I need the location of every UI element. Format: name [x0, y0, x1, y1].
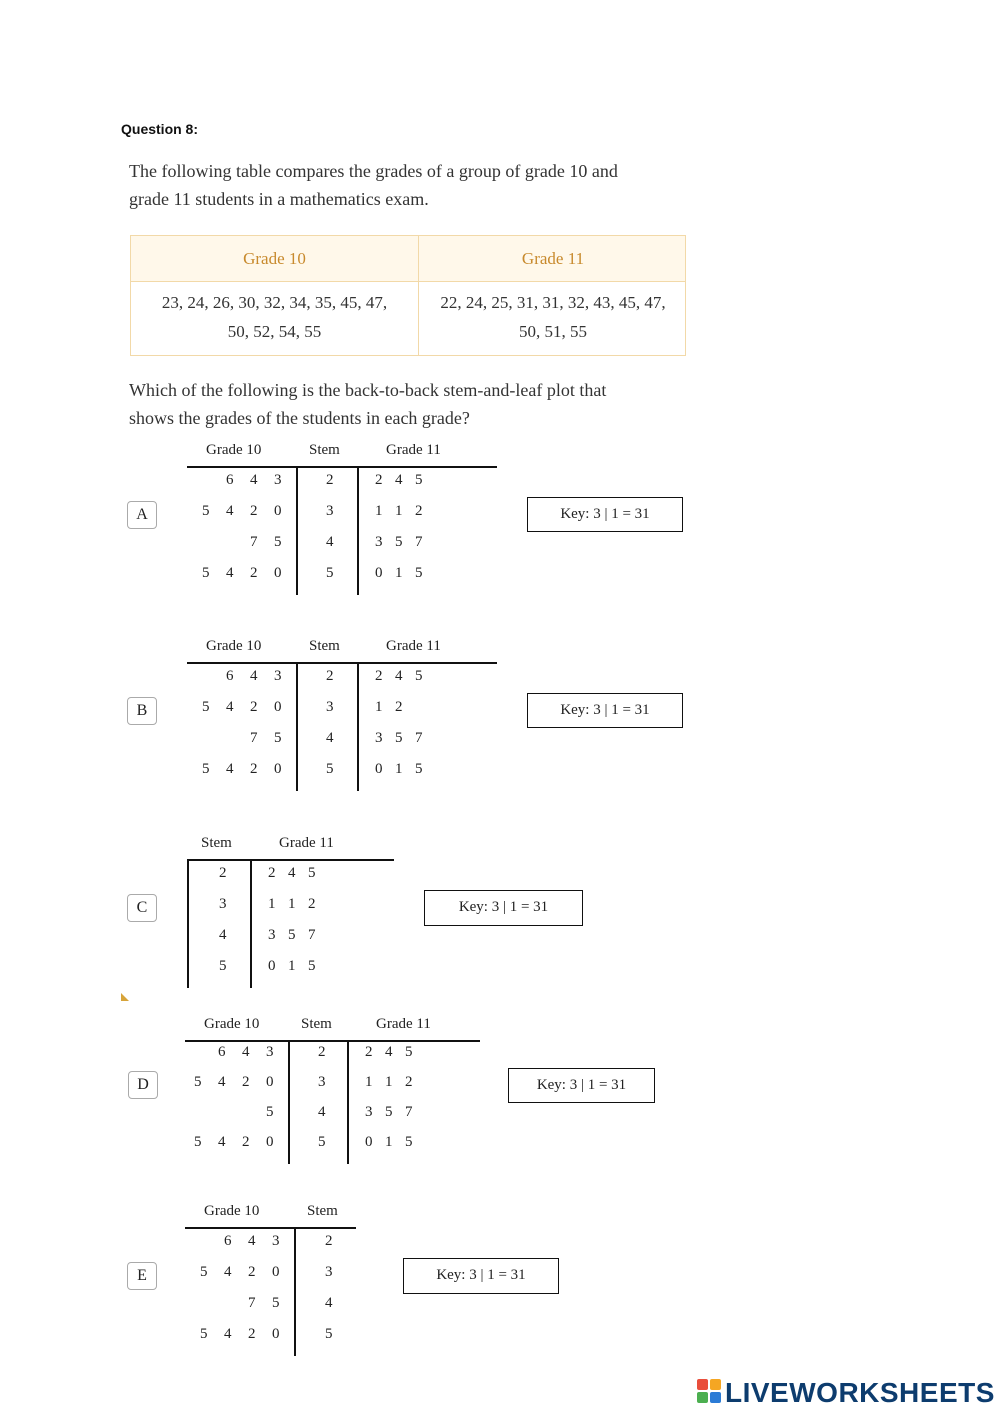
leaf-grade-10: 2 — [250, 699, 258, 715]
stem-value: 5 — [326, 565, 334, 581]
leaf-grade-11: 5 — [415, 472, 423, 488]
leaf-grade-11: 2 — [415, 503, 423, 519]
leaf-grade-10: 0 — [266, 1074, 274, 1090]
leaf-grade-10: 2 — [248, 1326, 256, 1342]
leaf-grade-11: 0 — [268, 958, 276, 974]
question-label: Question 8: — [121, 121, 199, 137]
stem-value: 2 — [326, 668, 334, 684]
intro-line-1: The following table compares the grades of a group of grade 10 and — [129, 161, 618, 181]
leaf-grade-11: 1 — [395, 565, 403, 581]
leaf-grade-11: 5 — [405, 1134, 413, 1150]
leaf-grade-10: 4 — [218, 1074, 226, 1090]
leaf-grade-10: 5 — [274, 730, 282, 746]
leaf-grade-10: 2 — [248, 1264, 256, 1280]
divider-left — [296, 466, 298, 595]
header-grade-11: Grade 11 — [279, 835, 334, 851]
leaf-grade-11: 5 — [395, 534, 403, 550]
leaf-grade-10: 6 — [226, 668, 234, 684]
leaf-grade-10: 6 — [224, 1233, 232, 1249]
leaf-grade-11: 5 — [385, 1104, 393, 1120]
stem-value: 3 — [219, 896, 227, 912]
prompt-line-1: Which of the following is the back-to-back stem-and-leaf plot that — [129, 380, 607, 400]
brand-name: LIVEWORKSHEETS — [725, 1377, 995, 1408]
divider-left — [288, 1040, 290, 1164]
header-stem: Stem — [307, 1203, 338, 1219]
leaf-grade-10: 3 — [274, 668, 282, 684]
stem-value: 2 — [318, 1044, 326, 1060]
leaf-grade-11: 5 — [308, 865, 316, 881]
divider-edge — [187, 859, 189, 988]
stem-value: 2 — [219, 865, 227, 881]
header-rule — [187, 662, 497, 664]
leaf-grade-11: 0 — [375, 761, 383, 777]
divider-left — [296, 662, 298, 791]
stem-value: 2 — [325, 1233, 333, 1249]
leaf-grade-10: 3 — [272, 1233, 280, 1249]
leaf-grade-11: 5 — [395, 730, 403, 746]
leaf-grade-11: 7 — [308, 927, 316, 943]
intro-line-2: grade 11 students in a mathematics exam. — [129, 189, 429, 209]
leaf-grade-11: 0 — [365, 1134, 373, 1150]
leaf-grade-11: 1 — [395, 503, 403, 519]
question-intro — [129, 157, 618, 213]
leaf-grade-11: 3 — [268, 927, 276, 943]
brand-logo — [697, 1377, 995, 1409]
leaf-grade-11: 2 — [375, 472, 383, 488]
leaf-grade-11: 1 — [375, 503, 383, 519]
stem-value: 3 — [326, 503, 334, 519]
leaf-grade-11: 1 — [375, 699, 383, 715]
prompt-line-2: shows the grades of the students in each grade? — [129, 408, 470, 428]
leaf-grade-10: 7 — [248, 1295, 256, 1311]
leaf-grade-10: 4 — [226, 565, 234, 581]
grade-11-values — [419, 288, 687, 346]
liveworksheets-icon — [697, 1379, 723, 1405]
leaf-grade-10: 2 — [242, 1134, 250, 1150]
header-rule — [185, 1227, 356, 1229]
grade-10-values-line-2: 50, 52, 54, 55 — [227, 322, 322, 341]
leaf-grade-11: 5 — [415, 565, 423, 581]
stem-value: 3 — [318, 1074, 326, 1090]
header-grade-10: Grade 10 — [204, 1016, 260, 1032]
leaf-grade-11: 2 — [395, 699, 403, 715]
leaf-grade-10: 5 — [194, 1134, 202, 1150]
leaf-grade-10: 4 — [224, 1264, 232, 1280]
leaf-grade-11: 3 — [375, 534, 383, 550]
leaf-grade-11: 4 — [395, 472, 403, 488]
leaf-grade-10: 4 — [242, 1044, 250, 1060]
leaf-grade-10: 5 — [202, 699, 210, 715]
leaf-grade-11: 3 — [375, 730, 383, 746]
plot-option-b — [187, 636, 497, 806]
option-e-button[interactable]: E — [127, 1262, 157, 1290]
leaf-grade-11: 2 — [268, 865, 276, 881]
divider-right — [347, 1040, 349, 1164]
leaf-grade-10: 0 — [274, 565, 282, 581]
header-grade-11: Grade 11 — [386, 638, 441, 654]
option-c-button[interactable]: C — [127, 894, 157, 922]
leaf-grade-11: 1 — [385, 1134, 393, 1150]
leaf-grade-11: 5 — [308, 958, 316, 974]
header-grade-10: Grade 10 — [243, 249, 306, 268]
leaf-grade-10: 0 — [266, 1134, 274, 1150]
leaf-grade-10: 0 — [274, 503, 282, 519]
leaf-grade-10: 5 — [274, 534, 282, 550]
leaf-grade-10: 0 — [272, 1326, 280, 1342]
key-box-option-d: Key: 3 | 1 = 31 — [508, 1068, 655, 1103]
leaf-grade-11: 4 — [385, 1044, 393, 1060]
leaf-grade-11: 2 — [405, 1074, 413, 1090]
grades-table — [130, 235, 686, 356]
leaf-grade-10: 5 — [266, 1104, 274, 1120]
grade-11-values-line-2: 50, 51, 55 — [519, 322, 587, 341]
stem-value: 5 — [325, 1326, 333, 1342]
leaf-grade-10: 5 — [202, 565, 210, 581]
stem-value: 5 — [326, 761, 334, 777]
header-grade-11: Grade 11 — [376, 1016, 431, 1032]
option-d-button[interactable]: D — [128, 1071, 158, 1099]
stem-value: 4 — [325, 1295, 333, 1311]
stem-value: 4 — [318, 1104, 326, 1120]
grade-10-values — [131, 288, 418, 346]
leaf-grade-10: 2 — [250, 565, 258, 581]
divider-left — [294, 1227, 296, 1356]
header-grade-11: Grade 11 — [521, 249, 585, 268]
leaf-grade-10: 5 — [202, 761, 210, 777]
leaf-grade-11: 7 — [415, 730, 423, 746]
key-box-option-c: Key: 3 | 1 = 31 — [424, 890, 583, 926]
header-grade-10: Grade 10 — [206, 442, 262, 458]
header-rule — [187, 859, 394, 861]
leaf-grade-11: 1 — [395, 761, 403, 777]
leaf-grade-10: 5 — [202, 503, 210, 519]
leaf-grade-11: 0 — [375, 565, 383, 581]
divider-right — [357, 662, 359, 791]
header-stem: Stem — [309, 638, 340, 654]
leaf-grade-10: 4 — [250, 668, 258, 684]
corner-marker — [121, 993, 129, 1001]
header-grade-10: Grade 10 — [204, 1203, 260, 1219]
leaf-grade-11: 5 — [415, 761, 423, 777]
leaf-grade-10: 5 — [194, 1074, 202, 1090]
leaf-grade-11: 1 — [268, 896, 276, 912]
leaf-grade-10: 4 — [226, 761, 234, 777]
plot-option-c — [187, 833, 394, 1003]
leaf-grade-10: 4 — [226, 699, 234, 715]
leaf-grade-10: 6 — [218, 1044, 226, 1060]
stem-value: 5 — [219, 958, 227, 974]
header-stem: Stem — [201, 835, 232, 851]
stem-value: 4 — [326, 730, 334, 746]
leaf-grade-10: 4 — [248, 1233, 256, 1249]
plot-option-d — [185, 1014, 480, 1178]
divider-right — [250, 859, 252, 988]
leaf-grade-11: 2 — [365, 1044, 373, 1060]
option-b-button[interactable]: B — [127, 697, 157, 725]
stem-value: 4 — [326, 534, 334, 550]
stem-value: 4 — [219, 927, 227, 943]
key-box-option-a: Key: 3 | 1 = 31 — [527, 497, 683, 532]
stem-value: 3 — [326, 699, 334, 715]
leaf-grade-11: 7 — [415, 534, 423, 550]
leaf-grade-10: 6 — [226, 472, 234, 488]
plot-option-e — [185, 1201, 356, 1371]
header-grade-11: Grade 11 — [386, 442, 441, 458]
leaf-grade-11: 1 — [385, 1074, 393, 1090]
stem-value: 5 — [318, 1134, 326, 1150]
grade-10-values-line-1: 23, 24, 26, 30, 32, 34, 35, 45, 47, — [161, 293, 388, 312]
header-rule — [187, 466, 497, 468]
option-a-button[interactable]: A — [127, 501, 157, 529]
leaf-grade-10: 2 — [242, 1074, 250, 1090]
question-prompt — [129, 376, 606, 432]
leaf-grade-11: 5 — [288, 927, 296, 943]
plot-option-a — [187, 440, 497, 610]
leaf-grade-10: 5 — [200, 1326, 208, 1342]
key-box-option-b: Key: 3 | 1 = 31 — [527, 693, 683, 728]
leaf-grade-10: 5 — [272, 1295, 280, 1311]
leaf-grade-10: 7 — [250, 534, 258, 550]
header-stem: Stem — [309, 442, 340, 458]
leaf-grade-10: 2 — [250, 761, 258, 777]
stem-value: 3 — [325, 1264, 333, 1280]
leaf-grade-11: 3 — [365, 1104, 373, 1120]
leaf-grade-11: 1 — [365, 1074, 373, 1090]
leaf-grade-10: 0 — [272, 1264, 280, 1280]
grade-11-values-line-1: 22, 24, 25, 31, 31, 32, 43, 45, 47, — [440, 293, 666, 312]
header-stem: Stem — [301, 1016, 332, 1032]
leaf-grade-11: 1 — [288, 958, 296, 974]
leaf-grade-11: 1 — [288, 896, 296, 912]
leaf-grade-11: 7 — [405, 1104, 413, 1120]
leaf-grade-11: 4 — [395, 668, 403, 684]
leaf-grade-11: 5 — [405, 1044, 413, 1060]
leaf-grade-10: 4 — [224, 1326, 232, 1342]
leaf-grade-11: 4 — [288, 865, 296, 881]
leaf-grade-10: 7 — [250, 730, 258, 746]
header-grade-10: Grade 10 — [206, 638, 262, 654]
leaf-grade-11: 2 — [308, 896, 316, 912]
leaf-grade-10: 5 — [200, 1264, 208, 1280]
leaf-grade-10: 2 — [250, 503, 258, 519]
leaf-grade-10: 0 — [274, 699, 282, 715]
leaf-grade-10: 4 — [226, 503, 234, 519]
leaf-grade-10: 0 — [274, 761, 282, 777]
header-rule — [185, 1040, 480, 1042]
leaf-grade-10: 3 — [266, 1044, 274, 1060]
leaf-grade-10: 4 — [218, 1134, 226, 1150]
leaf-grade-10: 4 — [250, 472, 258, 488]
leaf-grade-10: 3 — [274, 472, 282, 488]
divider-right — [357, 466, 359, 595]
leaf-grade-11: 5 — [415, 668, 423, 684]
leaf-grade-11: 2 — [375, 668, 383, 684]
stem-value: 2 — [326, 472, 334, 488]
key-box-option-e: Key: 3 | 1 = 31 — [403, 1258, 559, 1294]
